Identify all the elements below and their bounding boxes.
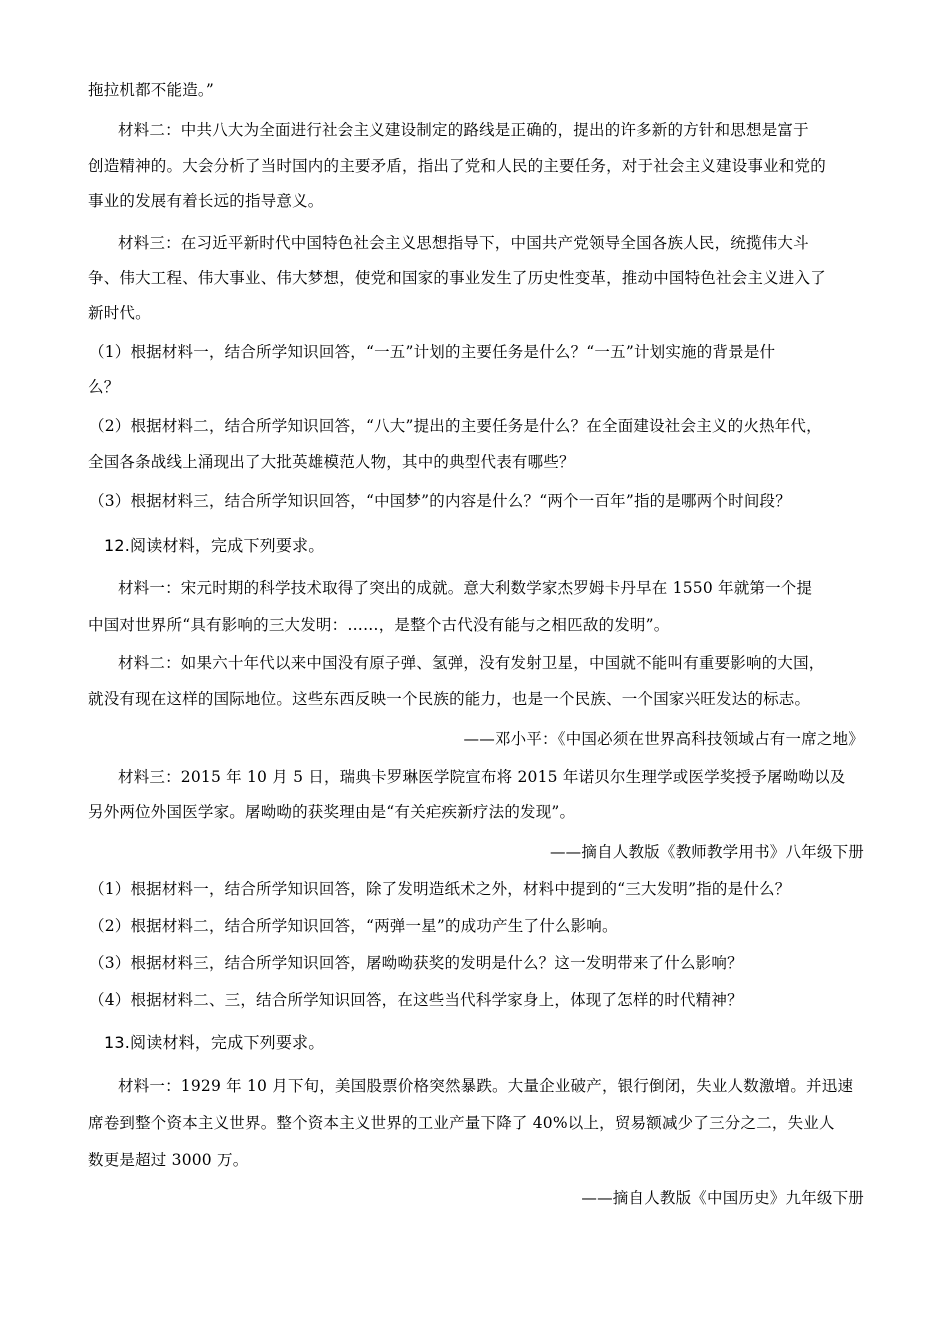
question-12-heading: 12.阅读材料，完成下列要求。: [104, 536, 325, 555]
q12-material-one-line: 材料一：宋元时期的科学技术取得了突出的成就。意大利数学家杰罗姆卡丹早在 1550 年就第一个提: [118, 579, 813, 597]
question-line: （2）根据材料二，结合所学知识回答，“八大”提出的主要任务是什么？在全面建设社会主义的火热年代，: [89, 417, 822, 435]
material-three-line: 材料三：在习近平新时代中国特色社会主义思想指导下，中国共产党领导全国各族人民，统揽伟大斗: [118, 234, 809, 252]
q12-material-two-line: 材料二：如果六十年代以来中国没有原子弹、氢弹，没有发射卫星，中国就不能叫有重要影响的大国，: [118, 654, 825, 672]
question-13-heading: 13.阅读材料，完成下列要求。: [104, 1033, 325, 1052]
q12-material-three-line: 材料三：2015 年 10 月 5 日，瑞典卡罗琳医学院宣布将 2015 年诺贝尔生理学或医学奖授予屠呦呦以及: [118, 768, 846, 786]
question-line: （3）根据材料三，结合所学知识回答，“中国梦”的内容是什么？“两个一百年”指的是哪两个时间段？: [89, 492, 791, 510]
material-two-line: 事业的发展有着长远的指导意义。: [88, 192, 324, 210]
q12-material-three-line: 另外两位外国医学家。屠呦呦的获奖理由是“有关疟疾新疗法的发现”。: [88, 803, 576, 821]
q12-material-one-line: 中国对世界所“具有影响的三大发明：……，是整个古代没有能与之相匹敌的发明”。: [88, 616, 670, 634]
source-citation: ——邓小平：《中国必须在世界高科技领域占有一席之地》: [463, 730, 864, 748]
source-citation: ——摘自人教版《教师教学用书》八年级下册: [549, 843, 864, 861]
q12-material-two-line: 就没有现在这样的国际地位。这些东西反映一个民族的能力，也是一个民族、一个国家兴旺发达的标志。: [88, 690, 811, 708]
q13-material-one-line: 席卷到整个资本主义世界。整个资本主义世界的工业产量下降了 40%以上，贸易额减少了三分之二，失业人: [88, 1114, 835, 1132]
material-two-line: 材料二：中共八大为全面进行社会主义建设制定的路线是正确的，提出的许多新的方针和思想是富于: [118, 121, 809, 139]
question-line: （4）根据材料二、三，结合所学知识回答，在这些当代科学家身上，体现了怎样的时代精神？: [89, 991, 743, 1009]
question-line: 么？: [88, 378, 120, 396]
q13-material-one-line: 数更是超过 3000 万。: [88, 1151, 249, 1169]
question-line: （1）根据材料一，结合所学知识回答，“一五”计划的主要任务是什么？“一五”计划实施的背景是什: [89, 343, 776, 361]
question-line: （3）根据材料三，结合所学知识回答，屠呦呦获奖的发明是什么？这一发明带来了什么影响？: [89, 954, 743, 972]
material-three-line: 新时代。: [88, 304, 151, 322]
question-line: 全国各条战线上涌现出了大批英雄模范人物，其中的典型代表有哪些？: [88, 453, 575, 471]
q13-material-one-line: 材料一：1929 年 10 月下旬，美国股票价格突然暴跌。大量企业破产，银行倒闭，失业人数激增。并迅速: [118, 1077, 854, 1095]
question-line: （2）根据材料二，结合所学知识回答，“两弹一星”的成功产生了什么影响。: [89, 917, 618, 935]
question-line: （1）根据材料一，结合所学知识回答，除了发明造纸术之外，材料中提到的“三大发明”指的是什么？: [89, 880, 791, 898]
source-citation: ——摘自人教版《中国历史》九年级下册: [581, 1189, 864, 1207]
material-two-line: 创造精神的。大会分析了当时国内的主要矛盾，指出了党和人民的主要任务，对于社会主义建设事业和党的: [88, 157, 826, 175]
material-three-line: 争、伟大工程、伟大事业、伟大梦想，使党和国家的事业发生了历史性变革，推动中国特色社会主义进入了: [88, 269, 826, 287]
text-line: 拖拉机都不能造。”: [88, 81, 214, 99]
